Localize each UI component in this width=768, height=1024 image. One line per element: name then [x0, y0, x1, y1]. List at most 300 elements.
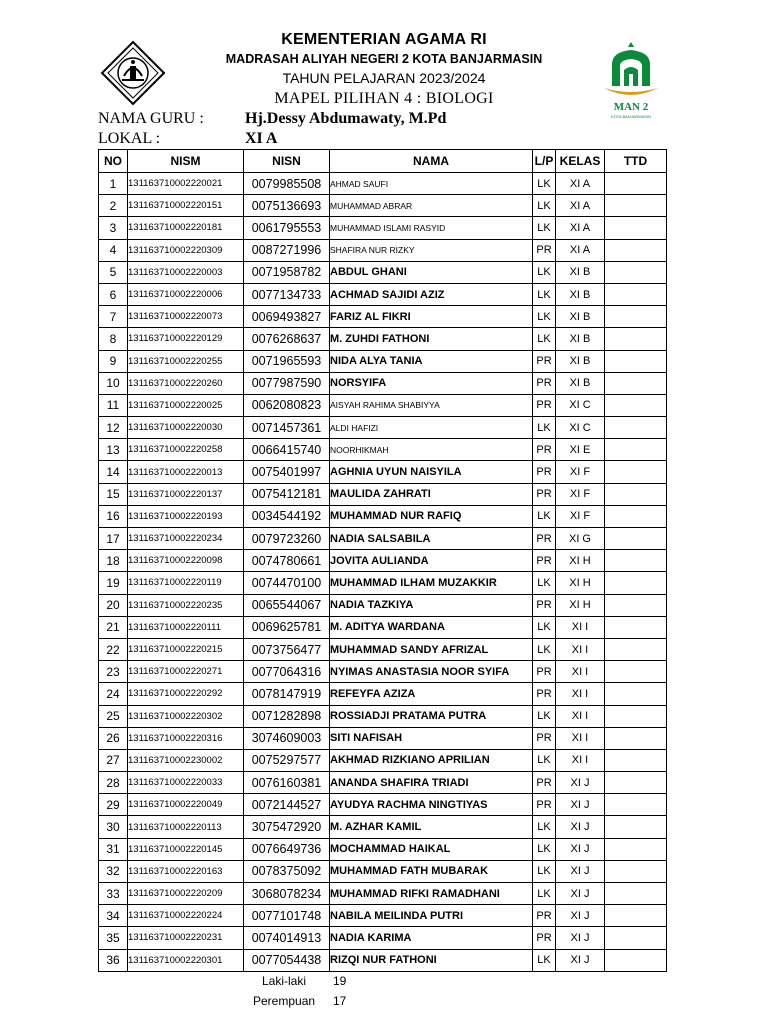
cell-kelas: XI I	[556, 638, 605, 660]
cell-kelas: XI H	[556, 550, 605, 572]
cell-lp: PR	[533, 239, 556, 261]
cell-nism: 131163710002220025	[128, 394, 244, 416]
cell-nisn: 3075472920	[244, 816, 330, 838]
cell-nism: 131163710002220258	[128, 439, 244, 461]
cell-nama: MUHAMMAD SANDY AFRIZAL	[330, 638, 533, 660]
man2-logo-icon	[598, 38, 664, 122]
cell-nism: 131163710002220151	[128, 195, 244, 217]
cell-ttd	[605, 816, 667, 838]
cell-ttd	[605, 772, 667, 794]
cell-no: 24	[99, 683, 128, 705]
table-row	[99, 705, 667, 727]
cell-kelas: XI B	[556, 350, 605, 372]
academic-year: TAHUN PELAJARAN 2023/2024	[282, 70, 486, 86]
cell-lp: PR	[533, 594, 556, 616]
guru-label: NAMA GURU :	[98, 110, 204, 127]
cell-nism: 131163710002220030	[128, 417, 244, 439]
cell-nisn: 0071965593	[244, 350, 330, 372]
table-row	[99, 683, 667, 705]
cell-kelas: XI J	[556, 772, 605, 794]
cell-no: 23	[99, 661, 128, 683]
table-row	[99, 306, 667, 328]
table-row	[99, 816, 667, 838]
table-row	[99, 394, 667, 416]
table-row	[99, 772, 667, 794]
cell-nama: FARIZ AL FIKRI	[330, 306, 533, 328]
cell-nisn: 0076268637	[244, 328, 330, 350]
cell-nisn: 3074609003	[244, 727, 330, 749]
cell-no: 34	[99, 905, 128, 927]
cell-nama: RIZQI NUR FATHONI	[330, 949, 533, 971]
cell-ttd	[605, 838, 667, 860]
cell-kelas: XI J	[556, 927, 605, 949]
cell-ttd	[605, 239, 667, 261]
cell-lp: LK	[533, 328, 556, 350]
cell-lp: LK	[533, 217, 556, 239]
cell-kelas: XI G	[556, 528, 605, 550]
cell-nama: AISYAH RAHIMA SHABIYYA	[330, 394, 533, 416]
cell-no: 35	[99, 927, 128, 949]
cell-no: 27	[99, 749, 128, 771]
cell-lp: LK	[533, 949, 556, 971]
cell-nama: AKHMAD RIZKIANO APRILIAN	[330, 749, 533, 771]
cell-lp: PR	[533, 528, 556, 550]
cell-nisn: 0061795553	[244, 217, 330, 239]
cell-nama: AHMAD SAUFI	[330, 173, 533, 195]
cell-lp: LK	[533, 306, 556, 328]
cell-nisn: 0074014913	[244, 927, 330, 949]
table-row	[99, 594, 667, 616]
cell-nism: 131163710002220181	[128, 217, 244, 239]
cell-ttd	[605, 217, 667, 239]
cell-no: 13	[99, 439, 128, 461]
cell-lp: LK	[533, 505, 556, 527]
cell-kelas: XI F	[556, 505, 605, 527]
cell-no: 29	[99, 794, 128, 816]
male-count: 19	[333, 974, 347, 988]
cell-kelas: XI F	[556, 483, 605, 505]
cell-kelas: XI J	[556, 816, 605, 838]
cell-nism: 131163710002220033	[128, 772, 244, 794]
cell-ttd	[605, 550, 667, 572]
cell-nisn: 0079985508	[244, 173, 330, 195]
school-name: MADRASAH ALIYAH NEGERI 2 KOTA BANJARMASIN	[225, 52, 543, 66]
cell-nism: 131163710002220098	[128, 550, 244, 572]
cell-nama: ABDUL GHANI	[330, 261, 533, 283]
table-row	[99, 638, 667, 660]
cell-ttd	[605, 905, 667, 927]
cell-no: 15	[99, 483, 128, 505]
cell-ttd	[605, 616, 667, 638]
table-row	[99, 727, 667, 749]
cell-kelas: XI A	[556, 239, 605, 261]
cell-kelas: XI C	[556, 417, 605, 439]
cell-no: 21	[99, 616, 128, 638]
cell-no: 2	[99, 195, 128, 217]
cell-nism: 131163710002220006	[128, 283, 244, 305]
cell-nism: 131163710002220302	[128, 705, 244, 727]
cell-kelas: XI B	[556, 283, 605, 305]
subject-title: MAPEL PILIHAN 4 : BIOLOGI	[274, 90, 494, 107]
male-label: Laki-laki	[262, 974, 307, 988]
cell-nama: ACHMAD SAJIDI AZIZ	[330, 283, 533, 305]
table-row	[99, 195, 667, 217]
cell-ttd	[605, 439, 667, 461]
cell-no: 7	[99, 306, 128, 328]
cell-kelas: XI B	[556, 306, 605, 328]
table-row	[99, 417, 667, 439]
cell-no: 26	[99, 727, 128, 749]
cell-ttd	[605, 661, 667, 683]
cell-nism: 131163710002220013	[128, 461, 244, 483]
cell-ttd	[605, 927, 667, 949]
cell-kelas: XI B	[556, 261, 605, 283]
cell-nama: SITI NAFISAH	[330, 727, 533, 749]
cell-no: 5	[99, 261, 128, 283]
table-row	[99, 461, 667, 483]
cell-no: 6	[99, 283, 128, 305]
col-header-lp: L/P	[533, 150, 556, 173]
cell-no: 22	[99, 638, 128, 660]
col-header-nama: NAMA	[330, 150, 533, 173]
cell-no: 10	[99, 372, 128, 394]
cell-nisn: 0078147919	[244, 683, 330, 705]
female-count: 17	[333, 994, 347, 1008]
cell-no: 16	[99, 505, 128, 527]
cell-nisn: 0075401997	[244, 461, 330, 483]
cell-nism: 131163710002220021	[128, 173, 244, 195]
cell-no: 36	[99, 949, 128, 971]
cell-nama: AGHNIA UYUN NAISYILA	[330, 461, 533, 483]
cell-lp: PR	[533, 661, 556, 683]
cell-nama: ROSSIADJI PRATAMA PUTRA	[330, 705, 533, 727]
cell-nisn: 0077064316	[244, 661, 330, 683]
cell-no: 18	[99, 550, 128, 572]
cell-kelas: XI H	[556, 572, 605, 594]
cell-nisn: 0069493827	[244, 306, 330, 328]
cell-lp: PR	[533, 794, 556, 816]
table-row	[99, 328, 667, 350]
cell-nisn: 0034544192	[244, 505, 330, 527]
cell-lp: PR	[533, 905, 556, 927]
cell-lp: LK	[533, 816, 556, 838]
cell-lp: PR	[533, 550, 556, 572]
cell-kelas: XI J	[556, 883, 605, 905]
cell-nisn: 3068078234	[244, 883, 330, 905]
cell-no: 20	[99, 594, 128, 616]
table-row	[99, 239, 667, 261]
cell-nama: ALDI HAFIZI	[330, 417, 533, 439]
cell-nama: NYIMAS ANASTASIA NOOR SYIFA	[330, 661, 533, 683]
cell-ttd	[605, 505, 667, 527]
cell-lp: LK	[533, 883, 556, 905]
cell-ttd	[605, 195, 667, 217]
student-roster-table	[98, 149, 667, 972]
lokal-value: XI A	[245, 130, 278, 147]
cell-nama: MUHAMMAD RIFKI RAMADHANI	[330, 883, 533, 905]
cell-nism: 131163710002220119	[128, 572, 244, 594]
cell-nama: AYUDYA RACHMA NINGTIYAS	[330, 794, 533, 816]
cell-no: 28	[99, 772, 128, 794]
cell-nisn: 0066415740	[244, 439, 330, 461]
cell-nisn: 0065544067	[244, 594, 330, 616]
cell-ttd	[605, 261, 667, 283]
cell-nism: 131163710002220193	[128, 505, 244, 527]
cell-nism: 131163710002220234	[128, 528, 244, 550]
cell-nama: MUHAMMAD FATH MUBARAK	[330, 860, 533, 882]
col-header-kelas: KELAS	[556, 150, 605, 173]
col-header-ttd: TTD	[605, 150, 667, 173]
table-row	[99, 838, 667, 860]
cell-ttd	[605, 727, 667, 749]
table-row	[99, 217, 667, 239]
cell-lp: LK	[533, 705, 556, 727]
cell-lp: PR	[533, 927, 556, 949]
cell-nism: 131163710002220163	[128, 860, 244, 882]
table-row	[99, 883, 667, 905]
cell-kelas: XI H	[556, 594, 605, 616]
cell-ttd	[605, 949, 667, 971]
cell-lp: PR	[533, 683, 556, 705]
cell-nisn: 0075136693	[244, 195, 330, 217]
svg-text:MAN 2: MAN 2	[613, 101, 649, 113]
table-row	[99, 261, 667, 283]
cell-nism: 131163710002220113	[128, 816, 244, 838]
cell-nisn: 0077101748	[244, 905, 330, 927]
cell-ttd	[605, 683, 667, 705]
cell-nism: 131163710002220137	[128, 483, 244, 505]
cell-kelas: XI I	[556, 661, 605, 683]
table-row	[99, 949, 667, 971]
cell-no: 4	[99, 239, 128, 261]
cell-ttd	[605, 572, 667, 594]
cell-nama: MOCHAMMAD HAIKAL	[330, 838, 533, 860]
cell-nama: JOVITA AULIANDA	[330, 550, 533, 572]
cell-nisn: 0077054438	[244, 949, 330, 971]
table-row	[99, 350, 667, 372]
cell-nama: MUHAMMAD ABRAR	[330, 195, 533, 217]
cell-no: 1	[99, 173, 128, 195]
cell-nisn: 0076160381	[244, 772, 330, 794]
cell-nism: 131163710002220111	[128, 616, 244, 638]
cell-nism: 131163710002220309	[128, 239, 244, 261]
cell-lp: PR	[533, 439, 556, 461]
cell-no: 12	[99, 417, 128, 439]
cell-ttd	[605, 372, 667, 394]
cell-nama: MUHAMMAD NUR RAFIQ	[330, 505, 533, 527]
cell-kelas: XI J	[556, 949, 605, 971]
cell-nism: 131163710002220292	[128, 683, 244, 705]
cell-lp: PR	[533, 461, 556, 483]
cell-nism: 131163710002220271	[128, 661, 244, 683]
cell-nisn: 0071958782	[244, 261, 330, 283]
cell-kelas: XI J	[556, 860, 605, 882]
cell-ttd	[605, 173, 667, 195]
cell-nisn: 0072144527	[244, 794, 330, 816]
cell-no: 30	[99, 816, 128, 838]
cell-nisn: 0087271996	[244, 239, 330, 261]
cell-kelas: XI F	[556, 461, 605, 483]
table-header-row	[99, 150, 667, 173]
cell-lp: LK	[533, 417, 556, 439]
cell-ttd	[605, 594, 667, 616]
cell-nama: NORSYIFA	[330, 372, 533, 394]
col-header-nism: NISM	[128, 150, 244, 173]
ministry-title: KEMENTERIAN AGAMA RI	[281, 31, 487, 48]
cell-lp: LK	[533, 261, 556, 283]
cell-nisn: 0077987590	[244, 372, 330, 394]
table-row	[99, 905, 667, 927]
table-row	[99, 860, 667, 882]
table-row	[99, 483, 667, 505]
table-row	[99, 794, 667, 816]
cell-ttd	[605, 306, 667, 328]
table-row	[99, 283, 667, 305]
cell-kelas: XI I	[556, 705, 605, 727]
cell-lp: LK	[533, 749, 556, 771]
cell-nama: NADIA TAZKIYA	[330, 594, 533, 616]
cell-kelas: XI J	[556, 838, 605, 860]
guru-value: Hj.Dessy Abdumawaty, M.Pd	[245, 110, 447, 127]
cell-kelas: XI I	[556, 683, 605, 705]
cell-kelas: XI J	[556, 794, 605, 816]
cell-no: 33	[99, 883, 128, 905]
cell-nisn: 0075412181	[244, 483, 330, 505]
cell-ttd	[605, 528, 667, 550]
cell-lp: PR	[533, 372, 556, 394]
cell-ttd	[605, 749, 667, 771]
cell-lp: LK	[533, 572, 556, 594]
cell-no: 32	[99, 860, 128, 882]
col-header-nisn: NISN	[244, 150, 330, 173]
cell-nama: M. ZUHDI FATHONI	[330, 328, 533, 350]
cell-ttd	[605, 483, 667, 505]
cell-nisn: 0069625781	[244, 616, 330, 638]
cell-ttd	[605, 394, 667, 416]
cell-nama: NIDA ALYA TANIA	[330, 350, 533, 372]
table-row	[99, 439, 667, 461]
cell-nism: 131163710002220316	[128, 727, 244, 749]
cell-nism: 131163710002220073	[128, 306, 244, 328]
lokal-label: LOKAL :	[98, 130, 161, 147]
cell-lp: LK	[533, 638, 556, 660]
cell-nisn: 0062080823	[244, 394, 330, 416]
table-row	[99, 505, 667, 527]
cell-nama: ANANDA SHAFIRA TRIADI	[330, 772, 533, 794]
cell-nama: NOORHIKMAH	[330, 439, 533, 461]
cell-kelas: XI I	[556, 616, 605, 638]
cell-no: 11	[99, 394, 128, 416]
cell-lp: PR	[533, 727, 556, 749]
cell-kelas: XI I	[556, 749, 605, 771]
cell-nama: SHAFIRA NUR RIZKY	[330, 239, 533, 261]
cell-kelas: XI B	[556, 328, 605, 350]
col-header-no: NO	[99, 150, 128, 173]
cell-lp: PR	[533, 350, 556, 372]
cell-no: 9	[99, 350, 128, 372]
cell-nism: 131163710002220231	[128, 927, 244, 949]
cell-nama: NADIA SALSABILA	[330, 528, 533, 550]
cell-nism: 131163710002230002	[128, 749, 244, 771]
cell-nama: M. ADITYA WARDANA	[330, 616, 533, 638]
cell-nisn: 0079723260	[244, 528, 330, 550]
cell-nisn: 0073756477	[244, 638, 330, 660]
cell-nisn: 0078375092	[244, 860, 330, 882]
cell-ttd	[605, 328, 667, 350]
cell-ttd	[605, 417, 667, 439]
cell-no: 17	[99, 528, 128, 550]
cell-nama: MUHAMMAD ISLAMI RASYID	[330, 217, 533, 239]
cell-kelas: XI B	[556, 372, 605, 394]
cell-kelas: XI C	[556, 394, 605, 416]
cell-nisn: 0077134733	[244, 283, 330, 305]
cell-ttd	[605, 638, 667, 660]
cell-lp: LK	[533, 616, 556, 638]
cell-nism: 131163710002220260	[128, 372, 244, 394]
table-row	[99, 749, 667, 771]
cell-kelas: XI E	[556, 439, 605, 461]
cell-nism: 131163710002220049	[128, 794, 244, 816]
cell-nama: MUHAMMAD ILHAM MUZAKKIR	[330, 572, 533, 594]
female-label: Perempuan	[253, 994, 316, 1008]
cell-ttd	[605, 794, 667, 816]
cell-nama: MAULIDA ZAHRATI	[330, 483, 533, 505]
cell-kelas: XI A	[556, 195, 605, 217]
cell-nism: 131163710002220209	[128, 883, 244, 905]
table-row	[99, 550, 667, 572]
cell-lp: PR	[533, 483, 556, 505]
cell-no: 31	[99, 838, 128, 860]
table-row	[99, 661, 667, 683]
cell-kelas: XI I	[556, 727, 605, 749]
cell-nisn: 0074780661	[244, 550, 330, 572]
table-row	[99, 927, 667, 949]
cell-ttd	[605, 883, 667, 905]
cell-nism: 131163710002220301	[128, 949, 244, 971]
cell-nisn: 0071282898	[244, 705, 330, 727]
cell-lp: LK	[533, 173, 556, 195]
cell-ttd	[605, 860, 667, 882]
cell-kelas: XI A	[556, 173, 605, 195]
cell-lp: LK	[533, 860, 556, 882]
cell-nama: REFEYFA AZIZA	[330, 683, 533, 705]
table-body	[99, 173, 667, 972]
cell-nama: M. AZHAR KAMIL	[330, 816, 533, 838]
cell-ttd	[605, 283, 667, 305]
cell-no: 19	[99, 572, 128, 594]
table-row	[99, 528, 667, 550]
cell-no: 14	[99, 461, 128, 483]
cell-ttd	[605, 705, 667, 727]
cell-no: 25	[99, 705, 128, 727]
cell-nisn: 0074470100	[244, 572, 330, 594]
svg-text:KOTA BANJARMASIN: KOTA BANJARMASIN	[611, 114, 651, 119]
cell-nisn: 0071457361	[244, 417, 330, 439]
cell-nism: 131163710002220235	[128, 594, 244, 616]
cell-no: 8	[99, 328, 128, 350]
cell-nisn: 0076649736	[244, 838, 330, 860]
cell-nama: NABILA MEILINDA PUTRI	[330, 905, 533, 927]
cell-nama: NADIA KARIMA	[330, 927, 533, 949]
cell-lp: PR	[533, 394, 556, 416]
table-row	[99, 173, 667, 195]
cell-ttd	[605, 461, 667, 483]
cell-nism: 131163710002220003	[128, 261, 244, 283]
cell-ttd	[605, 350, 667, 372]
cell-kelas: XI A	[556, 217, 605, 239]
cell-lp: LK	[533, 838, 556, 860]
cell-nism: 131163710002220129	[128, 328, 244, 350]
